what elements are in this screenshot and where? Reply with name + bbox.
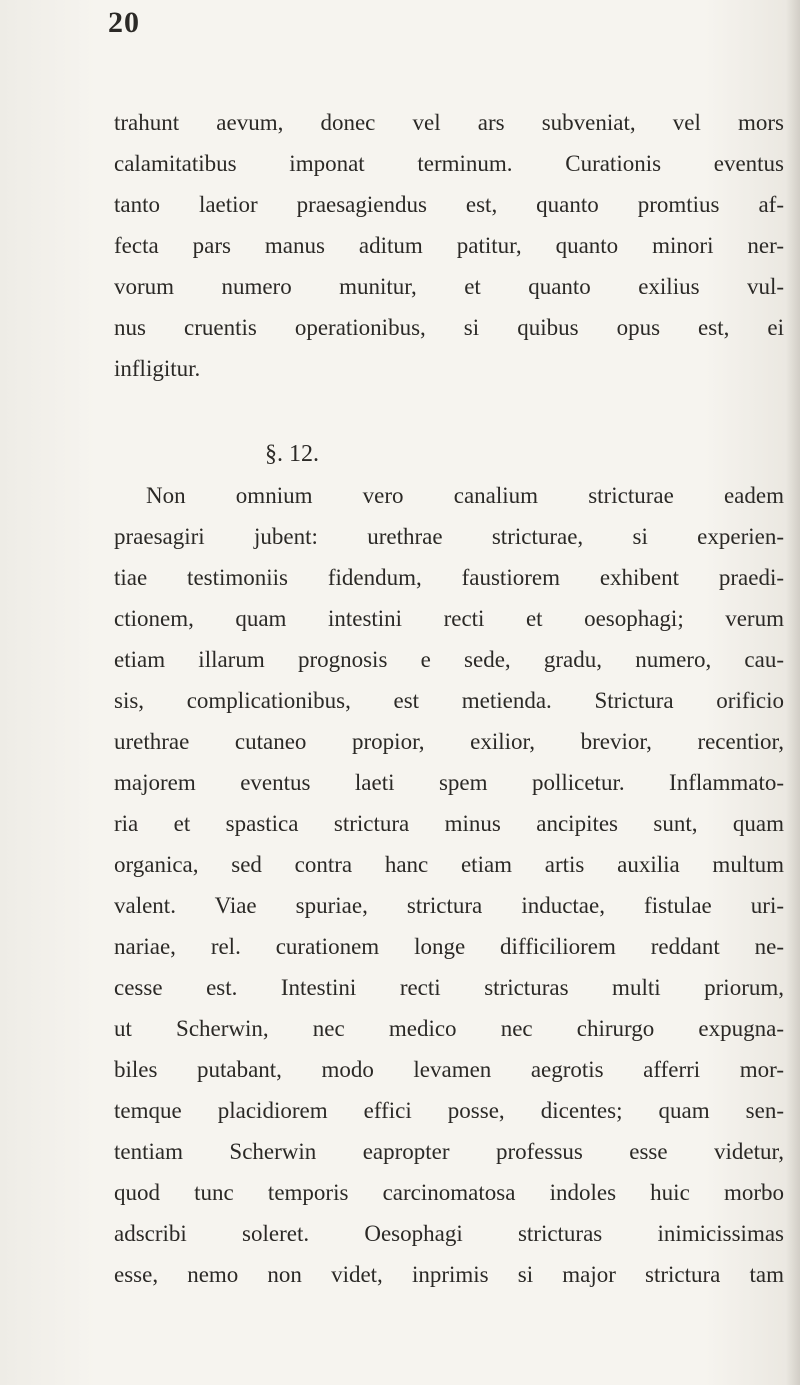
- text-line: ctionem, quam intestini recti et oesophagi; verum: [114, 606, 784, 631]
- text-line: organica, sed contra hanc etiam artis auxilia multum: [114, 852, 784, 877]
- page-number: 20: [108, 6, 140, 39]
- text-line: tentiam Scherwin eapropter professus esse videtur,: [114, 1139, 784, 1164]
- text-line: adscribi soleret. Oesophagi stricturas inimicissimas: [114, 1221, 784, 1246]
- text-line: ut Scherwin, nec medico nec chirurgo expugna-: [114, 1016, 784, 1041]
- text-line: cesse est. Intestini recti stricturas multi priorum,: [114, 975, 784, 1000]
- text-line: quod tunc temporis carcinomatosa indoles huic morbo: [114, 1180, 784, 1205]
- text-line: fecta pars manus aditum patitur, quanto minori ner-: [114, 233, 784, 258]
- section-heading: §. 12.: [265, 441, 319, 467]
- text-line: nariae, rel. curationem longe difficiliorem reddant ne-: [114, 934, 784, 959]
- text-line: etiam illarum prognosis e sede, gradu, numero, cau-: [114, 647, 784, 672]
- text-line: majorem eventus laeti spem pollicetur. Inflammato-: [114, 770, 784, 795]
- text-line: esse, nemo non videt, inprimis si major strictura tam: [114, 1262, 784, 1287]
- text-line: infligitur.: [114, 356, 201, 381]
- text-line: valent. Viae spuriae, strictura inductae, fistulae uri-: [114, 893, 784, 918]
- text-line: temque placidiorem effici posse, dicentes; quam sen-: [114, 1098, 784, 1123]
- page-edge-shadow: [786, 0, 800, 1385]
- text-line: trahunt aevum, donec vel ars subveniat, vel mors: [114, 110, 784, 135]
- text-line: praesagiri jubent: urethrae stricturae, si experien-: [114, 524, 784, 549]
- text-line: tiae testimoniis fidendum, faustiorem exhibent praedi-: [114, 565, 784, 590]
- text-line: sis, complicationibus, est metienda. Strictura orificio: [114, 688, 784, 713]
- text-line: biles putabant, modo levamen aegrotis afferri mor-: [114, 1057, 784, 1082]
- text-line: calamitatibus imponat terminum. Curationis eventus: [114, 151, 784, 176]
- text-line: Non omnium vero canalium stricturae eadem: [146, 483, 784, 508]
- text-line: ria et spastica strictura minus ancipites sunt, quam: [114, 811, 784, 836]
- text-line: tanto laetior praesagiendus est, quanto promtius af-: [114, 192, 784, 217]
- text-line: nus cruentis operationibus, si quibus opus est, ei: [114, 315, 784, 340]
- text-line: urethrae cutaneo propior, exilior, brevior, recentior,: [114, 729, 784, 754]
- text-line: vorum numero munitur, et quanto exilius vul-: [114, 274, 784, 299]
